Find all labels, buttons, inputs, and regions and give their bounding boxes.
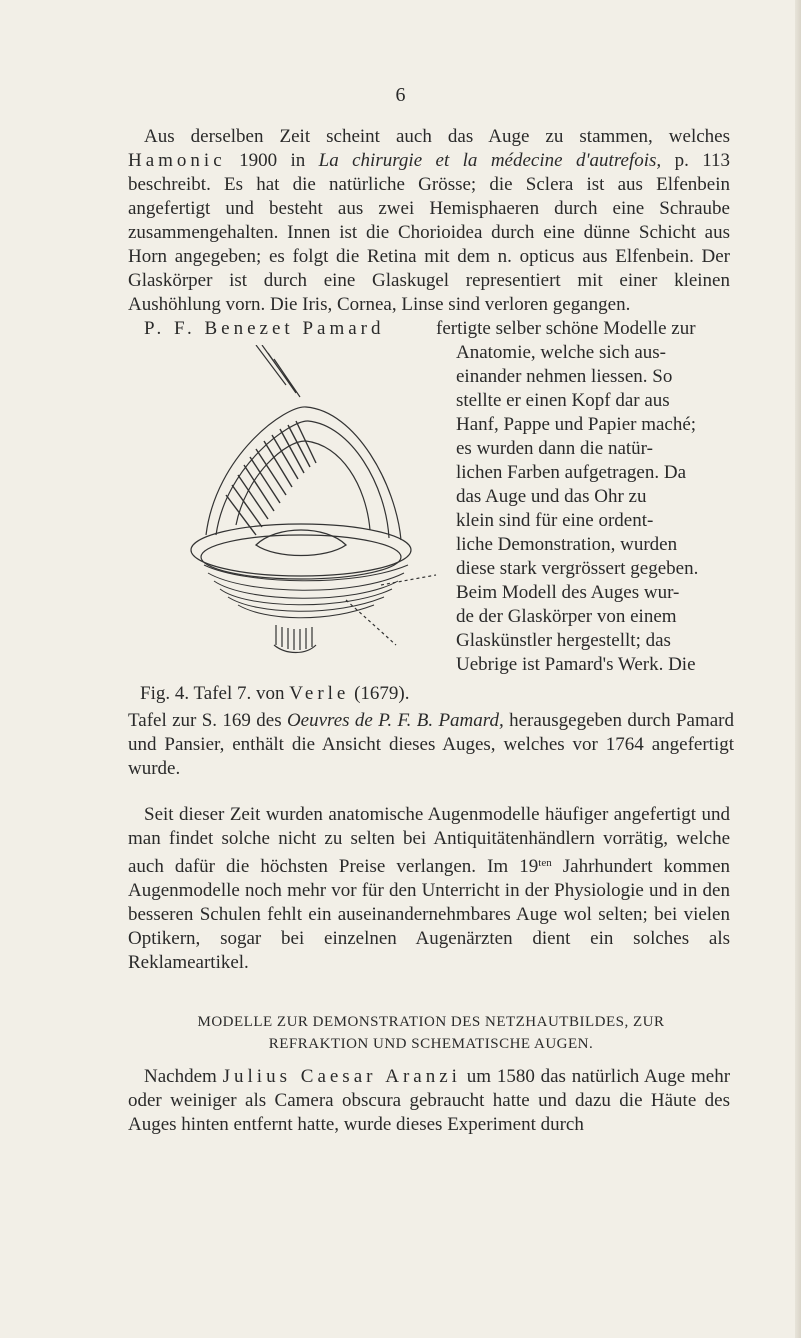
text-span: Tafel zur S. 169 des [128,710,282,731]
author-name: Hamonic [128,150,226,171]
text-span: Nachdem [144,1066,217,1087]
page-edge [795,0,801,1338]
text-line: lichen Farben aufgetragen. Da [456,462,687,483]
figure-caption [140,683,410,705]
text-span: herausgegeben durch Pamard und Pansier, enthält die Ansicht dieses Auges, welches vor 1764 angefertigt wurde. [128,710,734,779]
text-line: Anatomie, welche sich aus- [456,342,666,363]
text-line: Glaskünstler hergestellt; das [456,630,671,651]
heading-line: REFRAKTION UND SCHEMATISCHE AUGEN. [268,1036,594,1052]
text-span: um 1580 das natürlich Auge mehr oder weiniger als Camera obscura gebraucht hatte und dazu die Häute des Auges hinten entfernt hatte, wurde dieses Experiment durch [128,1066,731,1135]
text-span: Jahrhundert kommen Augenmodelle noch mehr vor für den Unterricht in der Physiologie und in den besseren Schulen fehlt ein auseinandernehmbares Auge wol selten; bei vielen Optikern, sogar bei einzelnen Augenärzten dient ein solches als Reklameartikel. [128,856,731,973]
text-span: (1679). [354,683,410,704]
text-line: stellte er einen Kopf dar aus [456,390,670,411]
text-line: einander nehmen liessen. So [456,366,673,387]
text-span: Seit dieser Zeit wurden anatomische Augenmodelle häufiger angefertigt und man findet solche nicht zu selten bei Antiquitätenhändlern vorrätig, welche auch dafür die höchsten Preise verlangen. Im 19 [128,804,730,877]
section-heading [128,1011,734,1055]
author-name: P. F. Benezet Pamard [144,318,385,339]
page-number: 6 [395,84,406,106]
text-line: Beim Modell des Auges wur- [456,582,680,603]
book-title: La chirurgie et la médecine d'autrefois, [318,150,662,171]
text-line: es wurden dann die natür- [456,438,653,459]
paragraph-modern-models [128,803,730,975]
author-name: Verle [289,683,350,704]
paragraph-hamonic [128,125,730,317]
text-span: Fig. 4. Tafel 7. von [140,683,285,704]
paragraph-aranzi [128,1065,730,1137]
text-span: 1900 in [239,150,306,171]
text-line: das Auge und das Ohr zu [456,486,647,507]
text-line: klein sind für eine ordent- [456,510,654,531]
wrapped-text-column [456,341,734,677]
paragraph-pamard-first-line [144,317,734,341]
text-line: Hanf, Pappe und Papier maché; [456,414,697,435]
superscript: ten [538,857,552,869]
text-line: de der Glaskörper von einem [456,606,677,627]
text-span: Aus derselben Zeit scheint auch das Auge zu stammen, welches [144,126,730,147]
book-title: Oeuvres de P. F. B. Pamard, [286,710,504,731]
text-span: p. 113 beschreibt. Es hat die natürliche Grösse; die Sclera ist aus Elfenbein angefertigt und besteht aus zwei Hemisphaeren durch eine Schraube zusammengehalten. Innen ist die Chorioidea durch eine dünne Schicht aus Horn angegeben; es folgt die Retina mit dem n. opticus aus Elfenbein. Der Glaskörper ist durch eine Glaskugel representiert mit einer kleinen Aushöhlung vorn. Die Iris, Cornea, Linse sind verloren gegangen. [128,150,731,315]
heading-line: MODELLE ZUR DEMONSTRATION DES NETZHAUTBILDES, ZUR [197,1014,665,1030]
text-span: fertigte selber schöne Modelle zur [436,318,696,339]
eye-model-engraving-icon [146,345,446,675]
author-name: Julius Caesar Aranzi [222,1066,461,1087]
text-line: liche Demonstration, wurden [456,534,678,555]
text-block [128,709,734,781]
text-line: diese stark vergrössert gegeben. [456,558,699,579]
text-line: Uebrige ist Pamard's Werk. Die [456,654,696,675]
